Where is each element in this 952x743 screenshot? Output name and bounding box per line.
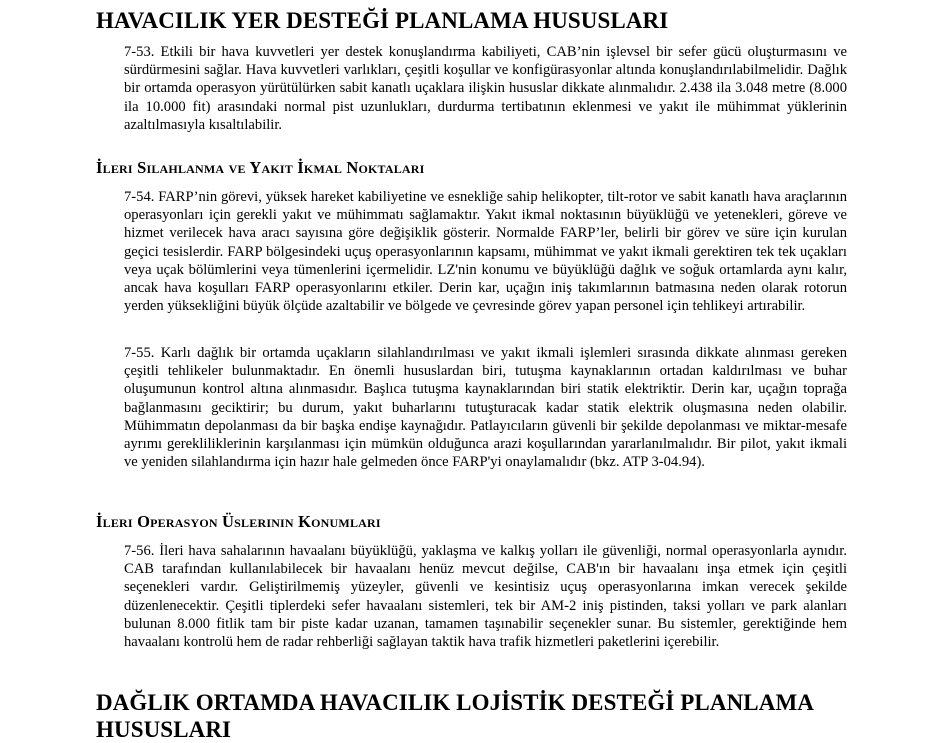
heading-ground-support-planning: HAVACILIK YER DESTEĞİ PLANLAMA HUSUSLARI [96, 8, 669, 33]
paragraph-7-55: 7-55. Karlı dağlık bir ortamda uçakların silahlandırılması ve yakıt ikmali işlemleri sırasında dikkate alınması gereken çeşitli tehlikeler bulunmaktadır. En önemli hususlardan biri, tutuşma kaynaklarının ortadan kaldırılması ve buhar oluşumunun kontrol altına alınmasıdır. Başlıca tutuşma kaynaklarından biri statik elektriktir. Derin kar, uçağın toprağa bağlanmasını geciktirir; bu durum, yakıt buharlarını tutuşturacak kadar statik elektrik oluşmasına neden olabilir. Mühimmatın depolanması da bir başka endişe kaynağıdır. Patlayıcıların güvenli bir şekilde depolanması ve miktar-mesafe ayrımı gerekliliklerinin karşılanması için mümkün olduğunca arazi koşullarından yararlanılmalıdır. Bir pilot, yakıt ikmali ve yeniden silahlandırma için hazır hale gelmeden önce FARP'yi onaylamalıdır (bkz. ATP 3-04.94). [124, 345, 847, 471]
paragraph-7-53: 7-53. Etkili bir hava kuvvetleri yer destek konuşlandırma kabiliyeti, CAB’nin işlevsel bir sefer gücü oluşturmasını ve sürdürmesini sağlar. Hava kuvvetleri varlıkları, çeşitli koşullar ve konfigürasyonlar altında konuşlandırılabilmelidir. Dağlık bir ortamda operasyon yürütülürken sabit kanatlı uçaklara ilişkin hususlar dikkate alınmalıdır. 2.438 ila 3.048 metre (8.000 ila 10.000 fit) arasındaki normal pist uzunlukları, durdurma tertibatının eklenmesi ve yakıt ile mühimmat yüklerinin azaltılmasıyla kısaltılabilir. [124, 44, 847, 133]
heading-farp: İleri Silahlanma ve Yakıt İkmal Noktaları [96, 158, 425, 177]
paragraph-7-54: 7-54. FARP’nin görevi, yüksek hareket kabiliyetine ve esnekliğe sahip helikopter, tilt-rotor ve sabit kanatlı hava araçlarının operasyonları için gerekli yakıt ve mühimmatı sağlamaktır. Yakıt ikmal noktasının büyüklüğü ve yetenekleri, göreve ve hizmet verilecek hava aracı sayısına göre değişiklik gösterir. Normalde FARP’ler, belirli bir görev ve süre için kurulan geçici tesislerdir. FARP bölgesindeki uçuş operasyonlarının kapsamı, mühimmat ve yakıt ikmali gerektiren tek tek uçakları veya uçak bölümlerini veya tümenlerini içermelidir. LZ'nin konumu ve büyüklüğü dağlık ve soğuk ortamlarda aynı kalır, ancak hava koşulları FARP operasyonlarını etkiler. Derin kar, uçağın iniş takımlarının batmasına neden olarak rotorun yerden yüksekliğini büyük ölçüde azaltabilir ve bölgede ve çevresinde görev yapan personel için tehlikeyi artırabilir. [124, 189, 847, 315]
heading-logistics-support-planning: DAĞLIK ORTAMDA HAVACILIK LOJİSTİK DESTEĞİ PLANLAMA HUSUSLARI [96, 690, 813, 742]
paragraph-7-56: 7-56. İleri hava sahalarının havaalanı büyüklüğü, yaklaşma ve kalkış yolları ile güvenliği, normal operasyonlarla aynıdır. CAB tarafından kullanılabilecek bir havaalanı henüz mevcut değilse, CAB'ın bir havaalanı inşa etmek için çeşitli seçenekleri vardır. Geliştirilmemiş yüzeyler, güvenli ve kesintisiz uçuş operasyonlarına imkan verecek şekilde düzenlenecektir. Çeşitli tiplerdeki sefer havaalanı sistemleri, tek bir AM-2 iniş pistinden, taksi yolları ve park alanları bulunan 8.000 fitlik tam bir piste kadar uzanan, tamamen taşınabilir seçenekler sunar. Bu sistemler, gerektiğinde hem havaalanı kontrolü hem de radar rehberliği sağlayan taktik hava trafik hizmetleri paketlerini içerebilir. [124, 543, 847, 651]
heading-forward-operating-bases: İleri Operasyon Üslerinin Konumları [96, 512, 381, 531]
